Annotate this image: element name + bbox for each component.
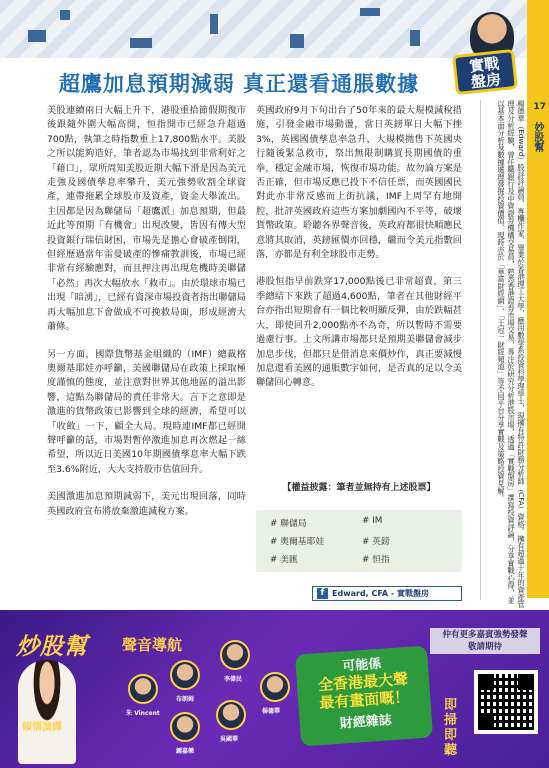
tag[interactable]: # 奧爾基耶娃 (270, 537, 325, 547)
facebook-icon: f (317, 588, 328, 599)
host-name: 布朗姆 (176, 696, 195, 703)
promo-voice-title: 聲音導航 (122, 636, 183, 654)
section-title: 妙股幫 (532, 122, 543, 152)
host-avatar (128, 674, 158, 704)
qr-code[interactable] (474, 670, 538, 734)
paragraph: 美國激進加息預期減弱下，美元出現回落，同時英國政府宣布將放棄激進減稅方案。 (47, 491, 246, 517)
scan-to-listen-label: 即掃即聽 (444, 698, 458, 758)
paragraph: 美股連續兩日大幅上升下，港股重拾節假期復市後跟隨外圍大幅高開，恒指開市已經急升超過700點，執筆之時指數重上17,800點水平。美股之所以能夠造好，筆者認為市場找到非常利好之「藉口」，眾所周知美股近期大幅下滑是因為美元走強及國債孳息率攀升，美元強勢收割全球資產，連帶拖累全球股市及資產，資金大舉流出。主因都是因為聯儲局「超鷹派」加息預期，但最近此等預期「有機會」出現改變，皆因有傳大型投資銀行瑞信財困，市場先是擔心會破產倒閉，但經歷過當年雷曼破產的慘痛教訓後，市場已經非常有經驗應對，而且押注再出現危機時美聯儲「必然」再次大幅放水「救市」。由於環球市場已出現「暗湧」，已經有資深市場投資者指出聯儲局再大幅加息下會做成不可挽救局面，形成經濟大蕭條。 (47, 105, 246, 333)
promo-banner (0, 610, 549, 768)
article-column-1 (47, 104, 246, 532)
tag[interactable]: # 英鎊 (362, 537, 390, 547)
narrator-tag: 傾情演繹 (22, 722, 62, 733)
page-number: 17 (533, 102, 546, 112)
promo-invite: 仲有更多嘉賓強勢發聲 敬請期待 (430, 628, 540, 654)
promo-brand: 炒股幫 (16, 634, 88, 660)
host-name: 朱 Vincent (126, 710, 160, 717)
host-name: 楊德華 (262, 708, 281, 715)
host-avatar (170, 660, 200, 690)
host-avatar (220, 640, 250, 670)
article-column-2 (256, 104, 462, 404)
host-avatar (216, 700, 246, 730)
tag[interactable]: # IM (362, 516, 383, 526)
disclosure-note: 【權益披露：筆者並無持有上述股票】 (282, 483, 436, 493)
paragraph: 英國政府9月下旬出台了50年來的最大規模減稅措施，引發金融市場動盪，當日英鎊單日大幅下挫3%，英國國債孳息率急升，大規模拋售下英國央行隨後緊急救市，祭出無限制購買長期國債的重拳，穩定金融市場，恢復市場功能。故勿論方案是否正確，但市場反應已投下不信任票，而英國國民對此亦非常反感而上街抗議，IMF上周罕有地開腔，批評英國政府這些方案加劇國內不平等，破壞貨幣政策。聆聽各界聲音後，英政府都很快順應民意將其取消，英鎊匯價亦回穩，繼而令美元指數回落，亦都是有利全球股市走勢。 (256, 105, 462, 261)
facebook-page-label: Edward, CFA - 實戰盤房 (332, 589, 429, 598)
host-avatar (260, 672, 290, 702)
paragraph: 港股恒指早前跌穿17,000點後已非常超賣，第三季總結下來跌了超過4,600點，筆者在其他財經平台亦指出短期會有一個比較明顯反彈，由於跌幅甚大，即使回升2,000點亦不為奇，所以暫時不需要過慮行事。上文所講市場都只是預期美聯儲會減步加息步伐，但都只是借消息來價炒作，真正要減慢加息還看美國的通脹數字如何，是否真的足以令美聯儲回心轉意。 (256, 276, 462, 389)
host-name: 鍾嘉樂 (176, 748, 195, 755)
narrator-photo (18, 660, 76, 764)
tag[interactable]: # 恒指 (362, 555, 390, 565)
host-name: 李偉民 (224, 676, 243, 683)
promo-cta: 可能係 全香港最大聲 最有畫面嘅！ 財經雜誌 (295, 646, 433, 747)
column-badge: 實戰 盤房 (452, 49, 518, 95)
tag[interactable]: # 美匯 (270, 555, 298, 565)
host-avatar (170, 712, 200, 742)
side-strip (527, 0, 549, 598)
paragraph: 另一方面，國際貨幣基金組織的（IMF）總裁格奧爾基耶娃亦呼籲，美國聯儲局在政策上採取極度謹慎的態度，並注意對世界其他地區的溢出影響，這點為聯儲局的責任非常大。言下之意即是激進的貨幣政策已影響到全球的經濟，希望可以「收斂」一下，顧全大局。現時連IMF都已經開聲呼籲的話，市場對暫停激進加息再次燃起一絲希望，所以近日美國10年期國債孳息率大幅下跌至3.6%附近，大大支持股市估值回升。 (47, 348, 246, 475)
host-name: 吳國華 (220, 736, 239, 743)
author-bio: 楊德華（Edward）股評評論員、專欄作家、畢業於香港理工大學，應用數學系投資科學理學士，現擁有特許財務分析師（CFA）資格。擁有超過十年的資產管理及分析經驗，曾任職銀行及中資證券機構交易員，熟悉香港證券市場交易，專注於研究分析港股市場，透過「實戰盤房」撰寫投資評論，分享實戰心得，並以基本面分析及數據處理發掘投資價值、現時亦於「華富財經網」、「王冠一財經頻道」等不同平台分享實戰及策略投資見解。 (497, 100, 526, 608)
tag-box (256, 510, 462, 572)
facebook-page-link[interactable] (312, 586, 462, 601)
article-headline: 超鷹加息預期減弱 真正還看通脹數據 (58, 72, 420, 96)
tag[interactable]: # 聯儲局 (270, 519, 307, 529)
